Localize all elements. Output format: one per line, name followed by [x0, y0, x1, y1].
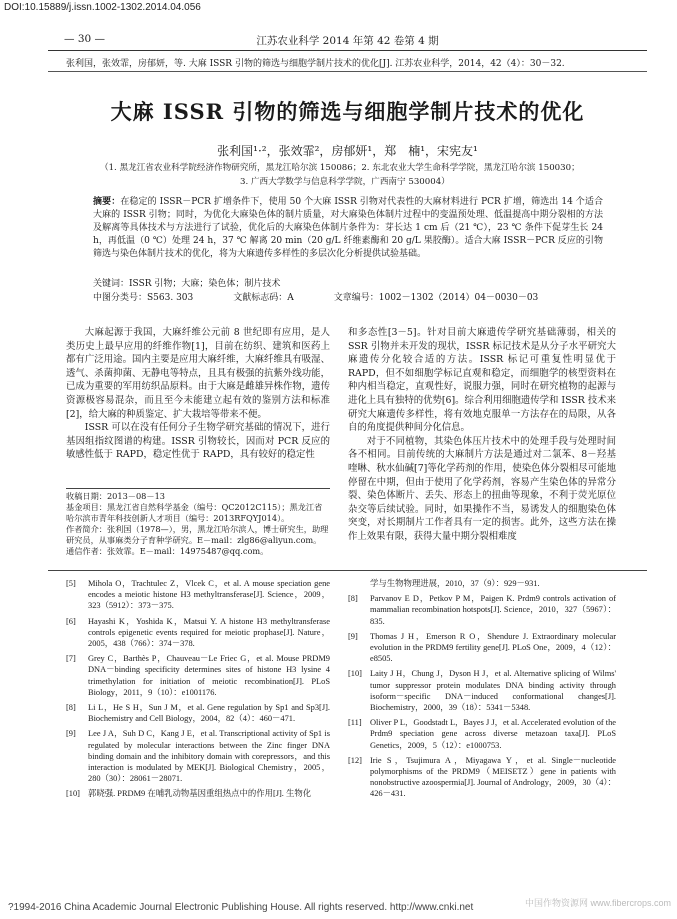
references-rule [48, 570, 647, 571]
body-paragraph: 对于不同植物，其染色体压片技术中的处理手段与处理时间各不相同。目前传统的大麻制片方法是通过对二氯苯、8－羟基喹啉、秋水仙碱[7]等化学药剂的作用，使染色体分裂相尽可能地停留在中期，但由于使用了化学药剂，容易产生染色体的异常分裂、染色体断片、丢失、形态上的扭曲等现象，不利于荧光原位杂交等后续试验。同时，如果操作不当，易诱发人的细胞染色体突变，对长期制片工作者具有一定的损害。此外，这些方法在操作上效果有限，获得大量中期分裂相难度 [348, 435, 616, 542]
reference-item: [9] Lee J A，Suh D C，Kang J E，et al. Transcriptional activity of Sp1 is regulated by molecular interactions between the Zinc finger DNA binding domain and the inhibitory domain with corepressors，and this interaction is modulated by MEK[J]. Biological Chemistry，2005，280（30）：28061－28071. [66, 729, 330, 784]
keywords: 关键词：ISSR 引物；大麻；染色体；制片技术 [93, 279, 281, 289]
reference-item: [12] Irie S，Tsujimura A，Miyagawa Y，et al. Single－nucleotide polymorphisms of the PRDM9（MEISETZ）gene in patients with nonobstructive azoospermia[J]. Journal of Andrology，2009，30（4）：426－431. [348, 755, 616, 799]
right-body-column [348, 326, 616, 544]
reference-item: [5] Mihola O，Trachtulec Z，Vlcek C，et al. A mouse speciation gene encodes a meiotic histone H3 methyltransferase[J]. Science，2009，323（5912）：373－375. [66, 579, 330, 611]
abstract-label: 摘要： [93, 197, 121, 207]
fund-info: 基金项目：黑龙江省自然科学基金（编号：QC2012C115）；黑龙江省哈尔滨市青年科技创新人才项目（编号：2013RFQYJ014）。 [66, 502, 323, 523]
left-body-column [66, 326, 330, 462]
document-code: 文献标志码：A [233, 293, 294, 303]
reference-item: [8] Li L，He S H，Sun J M，et al. Gene regulation by Sp1 and Sp3[J]. Biochemistry and Cell Biology，2004，82（4）：460－471. [66, 703, 330, 724]
abstract [93, 196, 603, 261]
received-date: 收稿日期：2013－08－13 [66, 491, 165, 501]
header-rule [48, 50, 647, 51]
journal-issue: 江苏农业科学 2014 年第 42 卷第 4 期 [256, 35, 439, 47]
reference-item: [8] Parvanov E D，Petkov P M，Paigen K. Prdm9 controls activation of mammalian recombination hotspots[J]. Science，2010，327（5967）：835. [348, 594, 616, 626]
references-left [66, 578, 330, 804]
article-footnote [66, 491, 330, 557]
body-paragraph: 和多态性[3－5]。针对目前大麻遗传学研究基础薄弱，相关的 SSR 引物并未开发的现状，ISSR 标记技术是从分子水平研究大麻遗传分化较合适的方法。ISSR 标记可重复性明显优于 RAPD，但不如细胞学标记直观和稳定，而细胞学的核型资料在种内相当稳定，直观性好，说服力强，同时在研究植物的起源与进化上具有独特的优势[6]。综合利用细胞遗传学和 ISSR 技术来研究大麻遗传多样性，将有效地克服单一方法存在的局限，从各自的角度提供种间分化信息。 [348, 327, 616, 434]
citation-line: 张利国，张效霏，房郁妍，等. 大麻 ISSR 引物的筛选与细胞学制片技术的优化[J]. 江苏农业科学，2014，42（4）：30－32. [66, 59, 565, 69]
page-number: — 30 — [64, 33, 106, 45]
copyright-footer: ?1994-2016 China Academic Journal Electronic Publishing House. All rights reserved. http://www.cnki.net [8, 902, 474, 913]
paper-title: 大麻 ISSR 引物的筛选与细胞学制片技术的优化 [110, 99, 585, 124]
affiliation-line-2: 3. 广西大学数学与信息科学学院，广西南宁 530004） [240, 177, 450, 187]
reference-item: [7] Grey C，Barthès P，Chauveau－Le Friec G，et al. Mouse PRDM9 DNA－binding specificity determines sites of histone H3 lysine 4 trimethylation for initiation of meiotic recombination[J]. PLoS Biology，2011，9（10）：e1001176. [66, 654, 330, 697]
corresponding-author: 通信作者：张效霏。E－mail：14975487@qq.com。 [66, 546, 269, 556]
affiliation-line-1: （1. 黑龙江省农业科学院经济作物研究所，黑龙江哈尔滨 150086；2. 东北农业大学生命科学学院，黑龙江哈尔滨 150030； [100, 163, 580, 173]
site-watermark: 中国作物资源网 www.fibercrops.com [524, 898, 671, 908]
doi-label: DOI:10.15889/j.issn.1002-1302.2014.04.056 [4, 2, 201, 13]
reference-item: [10] 郭晓强. PRDM9 在哺乳动物基因重组热点中的作用[J]. 生物化 [66, 789, 312, 799]
footnote-rule [66, 488, 330, 489]
classification-line [93, 290, 603, 303]
body-paragraph: ISSR 可以在没有任何分子生物学研究基础的情况下，进行基因组指纹图谱的构建。ISSR 引物较长，因而对 PCR 反应的敏感性低于 RAPD，稳定性优于 RAPD，具有较好的稳定性 [66, 422, 330, 461]
body-paragraph: 大麻起源于我国，大麻纤维公元前 8 世纪即有应用，是人类历史上最早应用的纤维作物[1]，目前在纺织、建筑和医药上都有广泛用途。国内主要是应用大麻纤维，大麻纤维具有吸湿、透气、杀菌抑菌、无静电等特点，且具有极强的抗紫外线功能，已成为重要的军用纺织品原料。由于大麻是雌雄异株作物，遗传资源极容易混杂，而且至今未能建立起有效的鉴别方法和标准[2]，给大麻的种质鉴定、扩大栽培等带来不便。 [66, 327, 330, 420]
reference-item: [11] Oliver P L，Goodstadt L，Bayes J J，et al. Accelerated evolution of the Prdm9 speciation gene across diverse metazoan taxa[J]. PLoS Genetics，2009，5（12）：e1000753. [348, 718, 616, 750]
references-right [348, 578, 616, 804]
reference-item: [9] Thomas J H，Emerson R O，Shendure J. Extraordinary molecular evolution in the PRDM9 fertility gene[J]. PLoS One，2009，4（12）：e8505. [348, 631, 616, 664]
running-header [48, 33, 647, 47]
author-bio: 作者简介：张利国（1978—），男，黑龙江哈尔滨人，博士研究生，助理研究员，从事麻类分子育种学研究。E－mail：zlg86@aliyun.com。 [66, 524, 329, 545]
reference-item: [6] Hayashi K，Yoshida K，Matsui Y. A histone H3 methyltransferase controls epigenetic events required for meiotic prophase[J]. Nature，2005，438（766）：374－378. [66, 616, 330, 649]
reference-item: 学与生物物理进展，2010，37（9）：929－931. [370, 579, 540, 588]
citation-rule [48, 71, 647, 72]
reference-item: [10] Laity J H，Chung J，Dyson H J，et al. Alternative splicing of Wilms' tumor suppressor protein modulates DNA binding activity through isoform－specific DNA－induced conformational changes[J]. Biochemistry，2000，39（18）：5341－5348. [348, 669, 616, 713]
article-number: 文章编号：1002－1302（2014）04－0030－03 [333, 293, 539, 303]
clc-number: 中图分类号：S563. 303 [93, 293, 194, 303]
abstract-text: 在稳定的 ISSR－PCR 扩增条件下，使用 50 个大麻 ISSR 引物对代表性的大麻材料进行 PCR 扩增，筛选出 14 个适合大麻的 ISSR 引物；同时，为优化大麻染色体的制片质量，对大麻染色体制片过程中的变温预处理、低温提高中期分裂相的方法及解离等具体技术与方法进行了试验，优化后的大麻染色体制片条件为：芽长达 1 cm 后（21 ℃），23 ℃ 条件下促芽生长 24 h，再低温（0 ℃）处理 24 h，37 ℃ 解离 20 min（20 g/L 纤维素酶和 20 g/L 果胶酶）。适合大麻 ISSR－PCR 反应的引物筛选与染色体制片技术的优化，将为大麻遗传多样性的多层次化分析提供试验基础。 [93, 197, 603, 259]
author-list: 张利国¹·²，张效霏²，房郁妍¹，郑 楠¹，宋宪友¹ [217, 144, 478, 158]
